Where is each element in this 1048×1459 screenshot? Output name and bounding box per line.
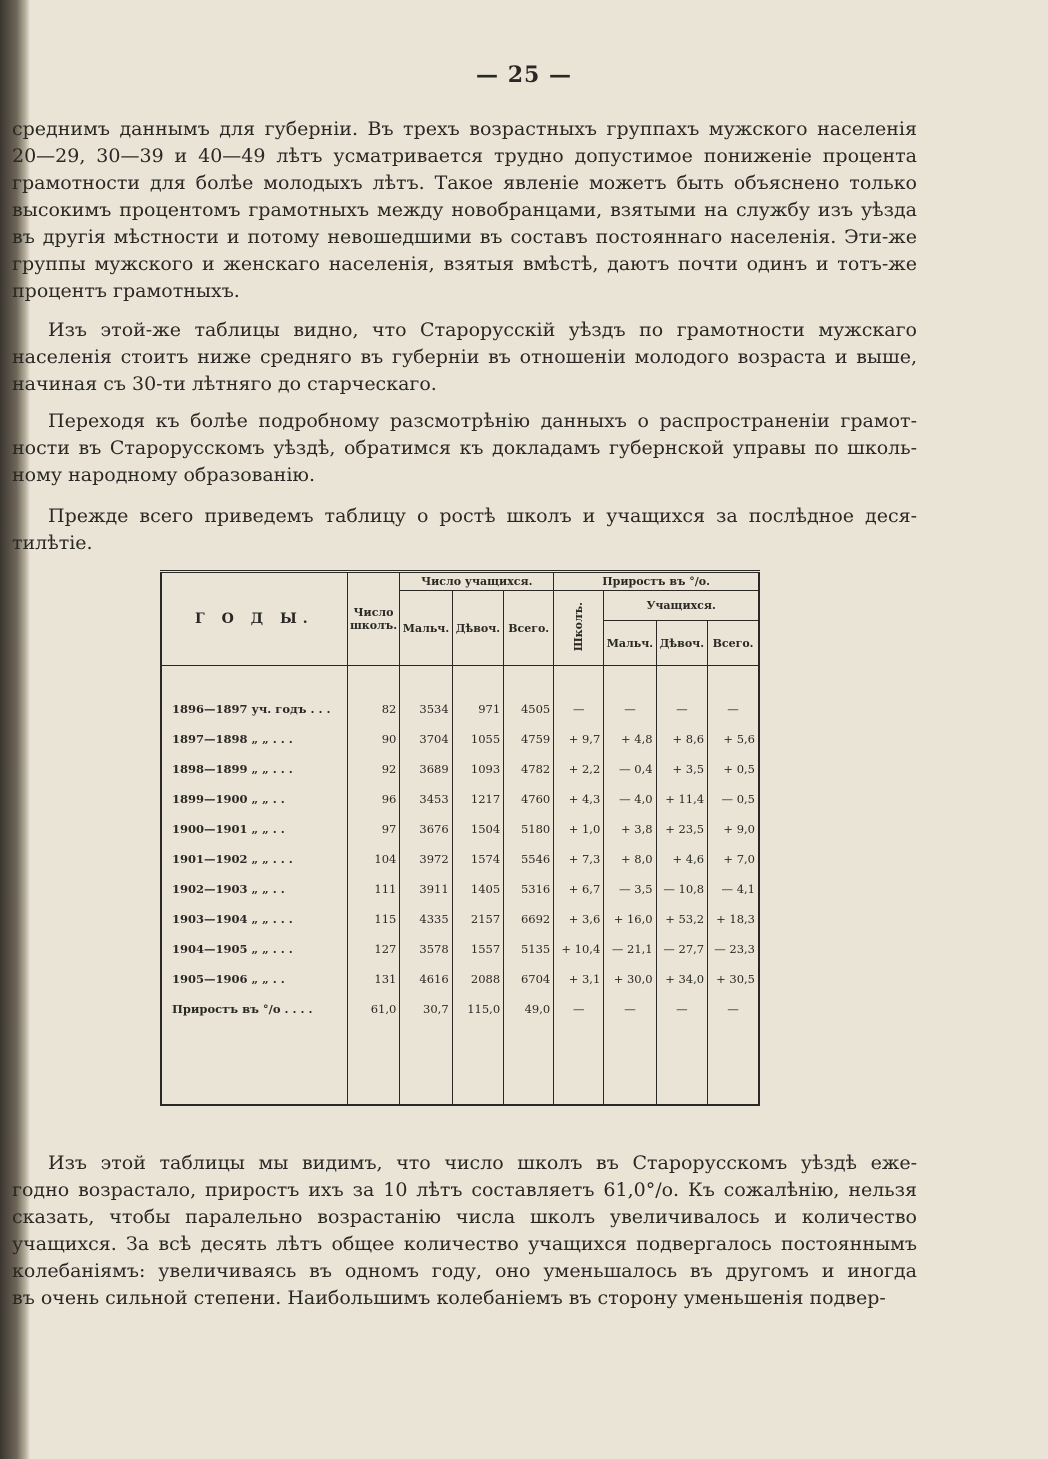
cell-girls: 2088: [452, 964, 504, 994]
cell-girls: 2157: [452, 904, 504, 934]
cell-g-total: + 18,3: [708, 904, 759, 934]
spacer-cell: [347, 666, 400, 695]
text-line: Прежде всего приведемъ таблицу о ростѣ школъ и учащихся за послѣдное деся-: [48, 505, 917, 527]
cell-girls: 1405: [452, 874, 504, 904]
text-line: сказать, чтобы паралельно возрастанію числа школъ увеличивалось и количество: [12, 1206, 917, 1228]
header-growth-group: Приростъ въ °/о.: [554, 572, 759, 591]
cell-girls: 1217: [452, 784, 504, 814]
cell-g-girls: + 4,6: [656, 844, 708, 874]
tail-cell: [708, 1024, 759, 1105]
cell-g-total: —: [708, 694, 759, 724]
header-growth-girls: Дѣвоч.: [656, 621, 708, 666]
text-line: ности въ Старорусскомъ уѣздѣ, обратимся къ докладамъ губернской управы по школь-: [12, 437, 917, 459]
cell-g-schools: + 9,7: [554, 724, 604, 754]
cell-total: 4782: [504, 754, 554, 784]
cell-g-total: + 5,6: [708, 724, 759, 754]
cell-g-schools: + 6,7: [554, 874, 604, 904]
cell-g-girls: — 27,7: [656, 934, 708, 964]
cell-girls: 115,0: [452, 994, 504, 1024]
cell-boys: 3534: [400, 694, 452, 724]
text-line: среднимъ даннымъ для губерніи. Въ трехъ возрастныхъ группахъ мужского населенія: [12, 118, 917, 140]
cell-g-total: + 7,0: [708, 844, 759, 874]
text-line: Изъ этой таблицы мы видимъ, что число школъ въ Старорусскомъ уѣздѣ еже-: [48, 1152, 917, 1174]
cell-g-girls: + 23,5: [656, 814, 708, 844]
table-row: [161, 874, 759, 904]
table-row: [161, 844, 759, 874]
table-tail-row: [161, 1024, 759, 1105]
cell-g-schools: —: [554, 694, 604, 724]
text-line: въ очень сильной степени. Наибольшимъ колебаніемъ въ сторону уменьшенія подвер-: [12, 1287, 886, 1309]
cell-g-total: + 0,5: [708, 754, 759, 784]
spacer-cell: [504, 666, 554, 695]
cell-g-boys: + 30,0: [604, 964, 656, 994]
paragraph-conclusion: [12, 1150, 917, 1312]
table-spacer-row: [161, 666, 759, 695]
cell-g-boys: + 8,0: [604, 844, 656, 874]
cell-schools: 97: [347, 814, 400, 844]
tail-cell: [604, 1024, 656, 1105]
cell-g-girls: + 3,5: [656, 754, 708, 784]
spacer-cell: [400, 666, 452, 695]
tail-cell: [504, 1024, 554, 1105]
cell-total: 6692: [504, 904, 554, 934]
table-body: [161, 666, 759, 1106]
cell-g-schools: + 4,3: [554, 784, 604, 814]
cell-g-schools: + 7,3: [554, 844, 604, 874]
table-row: [161, 784, 759, 814]
text-line: населенія стоитъ ниже средняго въ губерніи въ отношеніи молодого возраста и выше,: [12, 346, 917, 368]
header-girls: Дѣвоч.: [452, 591, 504, 666]
text-line: начиная съ 30-ти лѣтняго до старческаго.: [12, 373, 437, 395]
tail-cell: [347, 1024, 400, 1105]
tail-cell: [554, 1024, 604, 1105]
cell-g-boys: — 3,5: [604, 874, 656, 904]
cell-year: Приростъ въ °/о . . . .: [161, 994, 347, 1024]
header-growth-boys: Мальч.: [604, 621, 656, 666]
text-line: Переходя къ болѣе подробному разсмотрѣнію данныхъ о распространеніи грамот-: [48, 410, 917, 432]
cell-g-schools: + 1,0: [554, 814, 604, 844]
cell-g-total: — 23,3: [708, 934, 759, 964]
cell-schools: 90: [347, 724, 400, 754]
cell-g-boys: + 3,8: [604, 814, 656, 844]
cell-g-boys: —: [604, 694, 656, 724]
header-growth-schools: [554, 591, 604, 666]
cell-schools: 96: [347, 784, 400, 814]
paragraph-table-intro: [12, 503, 917, 557]
schools-pupils-table: [160, 570, 760, 1106]
spacer-cell: [554, 666, 604, 695]
table-row: [161, 724, 759, 754]
cell-year: 1902—1903 „ „ . .: [161, 874, 347, 904]
tail-cell: [452, 1024, 504, 1105]
header-total: Всего.: [504, 591, 554, 666]
cell-girls: 971: [452, 694, 504, 724]
cell-g-total: + 9,0: [708, 814, 759, 844]
cell-total: 4759: [504, 724, 554, 754]
table-row: [161, 994, 759, 1024]
cell-g-schools: + 3,6: [554, 904, 604, 934]
cell-schools: 104: [347, 844, 400, 874]
cell-year: 1904—1905 „ „ . . .: [161, 934, 347, 964]
cell-year: 1901—1902 „ „ . . .: [161, 844, 347, 874]
tail-cell: [400, 1024, 452, 1105]
cell-schools: 92: [347, 754, 400, 784]
cell-boys: 30,7: [400, 994, 452, 1024]
cell-year: 1899—1900 „ „ . .: [161, 784, 347, 814]
cell-girls: 1574: [452, 844, 504, 874]
paragraph-transition: [12, 408, 917, 489]
cell-boys: 3911: [400, 874, 452, 904]
cell-g-total: — 0,5: [708, 784, 759, 814]
cell-g-total: + 30,5: [708, 964, 759, 994]
cell-year: 1903—1904 „ „ . . .: [161, 904, 347, 934]
tail-cell: [161, 1024, 347, 1105]
text-line: 20—29, 30—39 и 40—49 лѣтъ усматривается трудно допустимое пониженіе процента: [12, 145, 917, 167]
page-number: — 25 —: [476, 62, 572, 88]
cell-schools: 111: [347, 874, 400, 904]
text-line: группы мужского и женскаго населенія, взятыя вмѣстѣ, даютъ почти одинъ и тотъ-же: [12, 253, 917, 275]
cell-g-girls: + 53,2: [656, 904, 708, 934]
cell-g-girls: —: [656, 994, 708, 1024]
text-line: процентъ грамотныхъ.: [12, 280, 240, 302]
text-line: тилѣтіе.: [12, 532, 93, 554]
cell-boys: 3578: [400, 934, 452, 964]
cell-total: 4505: [504, 694, 554, 724]
spacer-cell: [604, 666, 656, 695]
cell-g-girls: + 34,0: [656, 964, 708, 994]
table-row: [161, 904, 759, 934]
cell-schools: 131: [347, 964, 400, 994]
cell-total: 4760: [504, 784, 554, 814]
cell-g-boys: — 21,1: [604, 934, 656, 964]
text-line: ному народному образованію.: [12, 464, 316, 486]
cell-g-girls: + 11,4: [656, 784, 708, 814]
table-row: [161, 934, 759, 964]
cell-boys: 4616: [400, 964, 452, 994]
cell-g-boys: —: [604, 994, 656, 1024]
header-growth-total: Всего.: [708, 621, 759, 666]
text-line: въ другія мѣстности и потому невошедшими въ составъ постояннаго населенія. Эти-же: [12, 226, 917, 248]
cell-g-boys: — 4,0: [604, 784, 656, 814]
cell-g-boys: + 4,8: [604, 724, 656, 754]
cell-g-girls: + 8,6: [656, 724, 708, 754]
cell-year: 1905—1906 „ „ . .: [161, 964, 347, 994]
cell-total: 5546: [504, 844, 554, 874]
header-pupils-group: Число учащихся.: [400, 572, 554, 591]
cell-boys: 4335: [400, 904, 452, 934]
text-line: высокимъ процентомъ грамотныхъ между новобранцами, взятыми на службу изъ уѣзда: [12, 199, 917, 221]
cell-boys: 3453: [400, 784, 452, 814]
header-boys: Мальч.: [400, 591, 452, 666]
cell-boys: 3689: [400, 754, 452, 784]
cell-g-total: — 4,1: [708, 874, 759, 904]
spacer-cell: [452, 666, 504, 695]
text-line: годно возрастало, приростъ ихъ за 10 лѣтъ составляетъ 61,0°/о. Къ сожалѣнію, нельзя: [12, 1179, 917, 1201]
cell-boys: 3972: [400, 844, 452, 874]
cell-total: 49,0: [504, 994, 554, 1024]
cell-girls: 1093: [452, 754, 504, 784]
paragraph-literacy-groups: [12, 116, 917, 305]
cell-boys: 3704: [400, 724, 452, 754]
cell-total: 5135: [504, 934, 554, 964]
cell-g-boys: + 16,0: [604, 904, 656, 934]
cell-year: 1897—1898 „ „ . . .: [161, 724, 347, 754]
text-line: грамотности для болѣе молодыхъ лѣтъ. Такое явленіе можетъ быть объяснено только: [12, 172, 917, 194]
spacer-cell: [708, 666, 759, 695]
cell-g-total: —: [708, 994, 759, 1024]
spacer-cell: [161, 666, 347, 695]
cell-g-girls: —: [656, 694, 708, 724]
table-row: [161, 964, 759, 994]
cell-total: 5316: [504, 874, 554, 904]
cell-schools: 127: [347, 934, 400, 964]
cell-girls: 1055: [452, 724, 504, 754]
cell-year: 1896—1897 уч. годъ . . .: [161, 694, 347, 724]
cell-schools: 82: [347, 694, 400, 724]
cell-g-schools: + 10,4: [554, 934, 604, 964]
text-line: колебаніямъ: увеличиваясь въ одномъ году, оно уменьшалось въ другомъ и иногда: [12, 1260, 917, 1282]
cell-g-schools: —: [554, 994, 604, 1024]
cell-year: 1898—1899 „ „ . . .: [161, 754, 347, 784]
header-years: Г О Д Ы.: [161, 572, 347, 666]
cell-schools: 115: [347, 904, 400, 934]
cell-g-girls: — 10,8: [656, 874, 708, 904]
cell-year: 1900—1901 „ „ . .: [161, 814, 347, 844]
header-growth-schools-label: Школъ.: [572, 601, 586, 652]
header-growth-pupils-group: Учащихся.: [604, 591, 759, 621]
cell-g-boys: — 0,4: [604, 754, 656, 784]
cell-schools: 61,0: [347, 994, 400, 1024]
text-line: Изъ этой-же таблицы видно, что Старорусскій уѣздъ по грамотности мужскаго: [48, 319, 917, 341]
paragraph-table-comparison: [12, 317, 917, 398]
text-line: учащихся. За всѣ десять лѣтъ общее количество учащихся подвергалось постояннымъ: [12, 1233, 917, 1255]
table-row: [161, 694, 759, 724]
cell-total: 5180: [504, 814, 554, 844]
header-schools: Число школъ.: [347, 572, 400, 666]
cell-girls: 1504: [452, 814, 504, 844]
table-row: [161, 754, 759, 784]
cell-girls: 1557: [452, 934, 504, 964]
table-row: [161, 814, 759, 844]
cell-boys: 3676: [400, 814, 452, 844]
tail-cell: [656, 1024, 708, 1105]
cell-g-schools: + 2,2: [554, 754, 604, 784]
spacer-cell: [656, 666, 708, 695]
cell-total: 6704: [504, 964, 554, 994]
cell-g-schools: + 3,1: [554, 964, 604, 994]
